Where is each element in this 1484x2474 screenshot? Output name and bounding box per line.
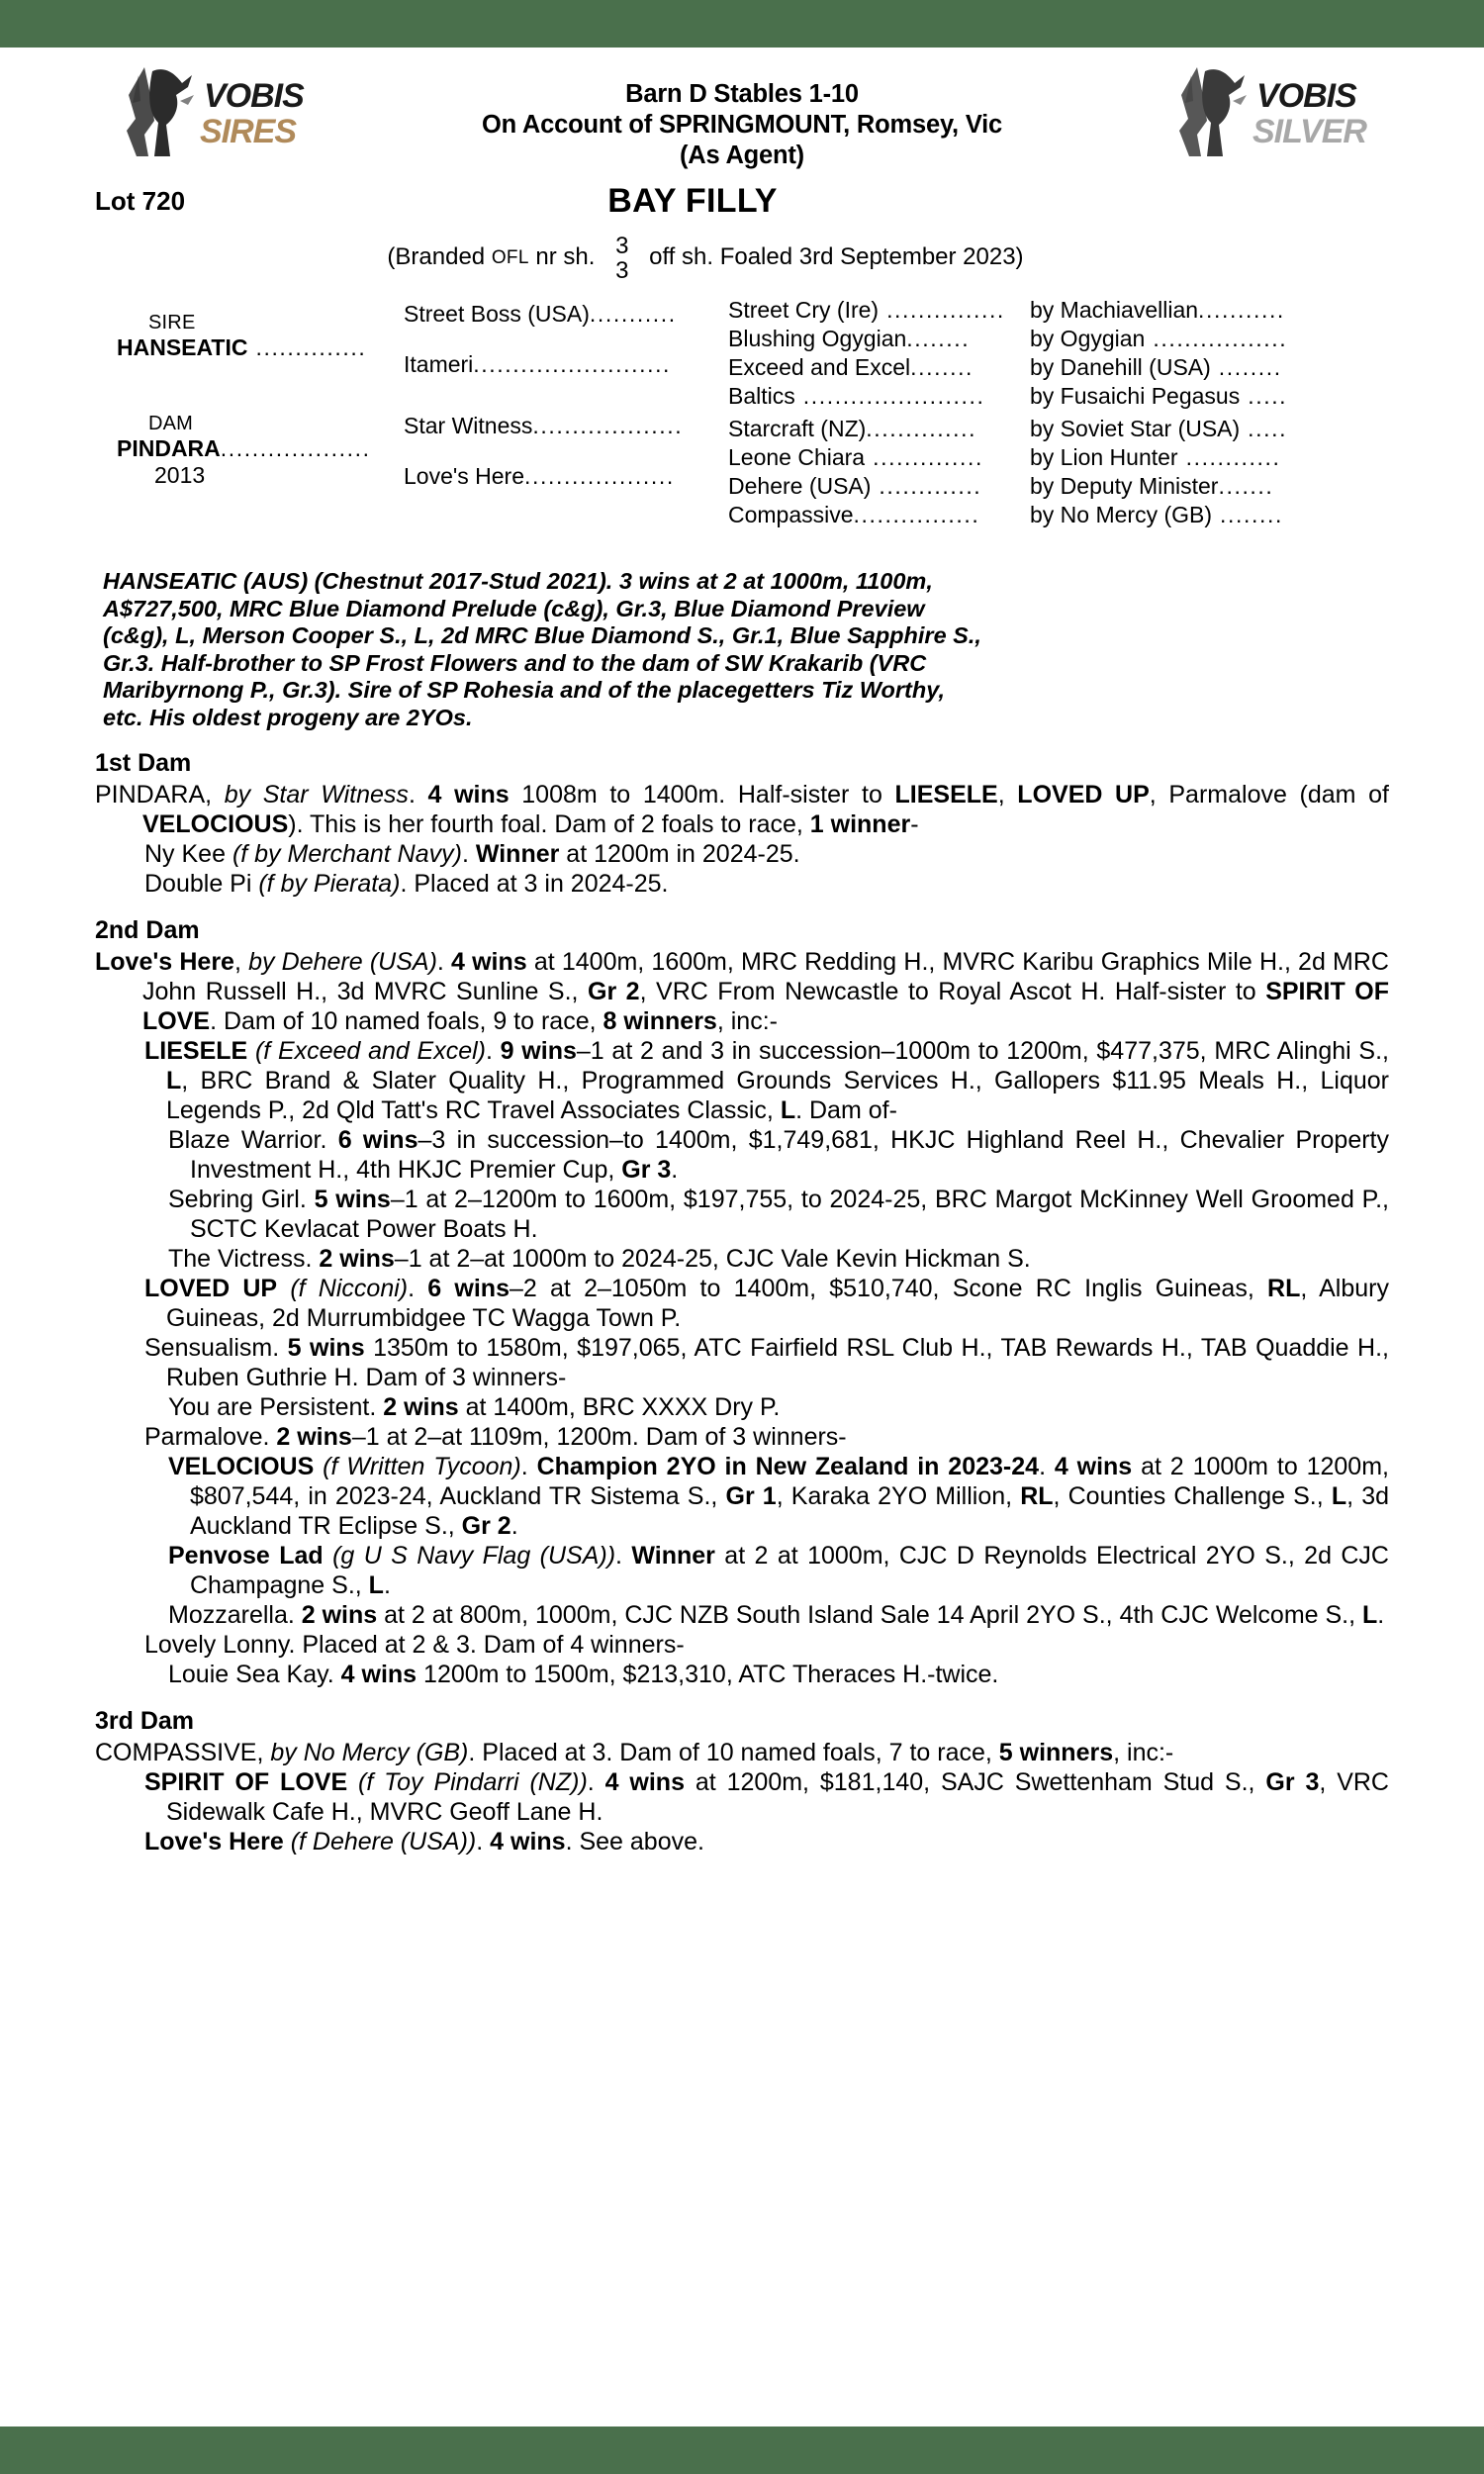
vobis-silver-logo <box>1167 61 1375 162</box>
svg-text:SILVER: SILVER <box>1252 113 1366 150</box>
barn-line: Barn D Stables 1-10 <box>625 80 859 108</box>
gen4-name: by Machiavellian <box>1030 297 1199 323</box>
gen4-dots: ........ <box>1210 354 1282 380</box>
pedigree-table <box>95 297 1389 564</box>
dam-section-heading: 2nd Dam <box>95 916 200 944</box>
gen2-name: Love's Here <box>404 463 525 489</box>
gen2-dots: ......................... <box>473 351 672 377</box>
brand-fraction <box>615 234 628 283</box>
gen4-name: by Danehill (USA) <box>1030 354 1211 380</box>
gen4-name: by Deputy Minister <box>1030 473 1219 499</box>
gen4-dots: ............ <box>1177 444 1281 470</box>
gen3-row <box>728 297 1035 324</box>
gen3-row <box>728 416 1035 442</box>
gen2-row <box>404 351 720 378</box>
pedigree-entry: Lovely Lonny. Placed at 2 & 3. Dam of 4 winners- <box>144 1631 685 1659</box>
gen4-name: by Lion Hunter <box>1030 444 1178 470</box>
pedigree-entry: Louie Sea Kay. 4 wins 1200m to 1500m, $213,310, ATC Theraces H.-twice. <box>168 1661 999 1688</box>
svg-text:VOBIS: VOBIS <box>204 77 304 115</box>
bottom-green-band <box>0 2426 1484 2474</box>
gen4-name: by Ogygian <box>1030 326 1146 351</box>
gen4-row <box>1030 383 1386 410</box>
pedigree-entry: PINDARA, by Star Witness. 4 wins 1008m to 1400m. Half-sister to LIESELE, LOVED UP, Parmalove (dam of VELOCIOUS). This is her fourth foal. Dam of 2 foals to race, 1 winner- <box>95 781 1389 838</box>
gen4-dots: ..... <box>1240 416 1288 441</box>
pedigree-entry: Sebring Girl. 5 wins–1 at 2–1200m to 1600m, $197,755, to 2024-25, BRC Margot McKinney Well Groomed P., SCTC Kevlacat Power Boats H. <box>168 1186 1389 1243</box>
gen4-name: by No Mercy (GB) <box>1030 502 1213 527</box>
dam-section-heading: 1st Dam <box>95 749 192 777</box>
dam-label <box>117 413 414 435</box>
gen3-row <box>728 383 1035 410</box>
pedigree-entry: You are Persistent. 2 wins at 1400m, BRC XXXX Dry P. <box>168 1393 781 1421</box>
brand-mark: OFL <box>491 247 529 268</box>
dam-block <box>117 413 414 489</box>
gen4-row <box>1030 354 1386 381</box>
gen3-dots: ................ <box>853 502 980 527</box>
pedigree-entry: Love's Here (f Dehere (USA)). 4 wins. See above. <box>144 1828 704 1856</box>
gen3-dots: ........ <box>910 354 974 380</box>
gen4-row <box>1030 297 1386 324</box>
gen3-dots: .............. <box>865 444 983 470</box>
dam-name-row <box>117 435 414 462</box>
gen2-row <box>404 413 720 439</box>
brand-prefix: (Branded <box>387 243 486 270</box>
gen2-dots: ........... <box>589 301 677 327</box>
gen3-row <box>728 326 1035 352</box>
gen2-name: Star Witness <box>404 413 533 438</box>
gen2-dots: ................... <box>524 463 675 489</box>
pedigree-entry: LIESELE (f Exceed and Excel). 9 wins–1 at 2 and 3 in succession–1000m to 1200m, $477,375, MRC Alinghi S., L, BRC Brand & Slater Quality H., Programmed Grounds Services H., Gallopers $11.95 Meals H., Liquor Legends P., 2d Qld Tatt's RC Travel Associates Classic, L. Dam of- <box>144 1037 1390 1124</box>
sire-description-line: A$727,500, MRC Blue Diamond Prelude (c&g), Gr.3, Blue Diamond Preview <box>103 595 925 621</box>
agent-line: (As Agent) <box>680 142 804 169</box>
gen4-dots: ........ <box>1212 502 1283 527</box>
gen2-row <box>404 301 720 328</box>
sire-description <box>103 568 1389 731</box>
gen3-row <box>728 354 1035 381</box>
gen4-row <box>1030 444 1386 471</box>
gen4-row <box>1030 326 1386 352</box>
gen4-row <box>1030 473 1386 500</box>
gen3-row <box>728 444 1035 471</box>
sire-description-line: (c&g), L, Merson Cooper S., L, 2d MRC Blue Diamond S., Gr.1, Blue Sapphire S., <box>103 622 981 648</box>
pedigree-entry: SPIRIT OF LOVE (f Toy Pindarri (NZ)). 4 wins at 1200m, $181,140, SAJC Swettenham Stud S., Gr 3, VRC Sidewalk Cafe H., MVRC Geoff Lane H. <box>144 1768 1389 1826</box>
dam-label-text: DAM <box>148 413 194 434</box>
sire-description-line: etc. His oldest progeny are 2YOs. <box>103 704 473 730</box>
sire-dots: .............. <box>247 334 367 360</box>
gen3-dots: ....................... <box>794 383 985 409</box>
gen3-dots: ............... <box>879 297 1005 323</box>
gen3-name: Starcraft (NZ) <box>728 416 867 441</box>
gen3-name: Exceed and Excel <box>728 354 911 380</box>
dam-sections <box>95 749 1389 1856</box>
gen3-name: Leone Chiara <box>728 444 866 470</box>
gen3-name: Street Cry (Ire) <box>728 297 880 323</box>
gen3-name: Dehere (USA) <box>728 473 872 499</box>
gen2-dots: ................... <box>532 413 684 438</box>
sire-label <box>117 312 414 334</box>
brand-nr-shoulder: nr sh. <box>535 243 596 270</box>
gen3-dots: ............. <box>871 473 982 499</box>
pedigree-entry: The Victress. 2 wins–1 at 2–at 1000m to 2024-25, CJC Vale Kevin Hickman S. <box>168 1245 1031 1273</box>
pedigree-entry: Ny Kee (f by Merchant Navy). Winner at 1200m in 2024-25. <box>144 840 800 868</box>
vobis-sires-logo <box>115 61 323 162</box>
gen4-dots: ....... <box>1218 473 1274 499</box>
brand-fraction-top: 3 <box>615 233 629 259</box>
sire-description-line: HANSEATIC (AUS) (Chestnut 2017-Stud 2021). 3 wins at 2 at 1000m, 1100m, <box>103 568 933 594</box>
pedigree-entry: Blaze Warrior. 6 wins–3 in succession–to 1400m, $1,749,681, HKJC Highland Reel H., Chevalier Property Investment H., 4th HKJC Premier Cup, Gr 3. <box>168 1126 1389 1184</box>
gen4-row <box>1030 502 1386 528</box>
sire-description-line: Maribyrnong P., Gr.3). Sire of SP Rohesia and of the placegetters Tiz Worthy, <box>103 677 945 703</box>
sire-label-text: SIRE <box>148 312 196 333</box>
gen4-row <box>1030 416 1386 442</box>
vendor-block <box>327 79 1157 171</box>
gen3-row <box>728 473 1035 500</box>
pedigree-entry: COMPASSIVE, by No Mercy (GB). Placed at 3. Dam of 10 named foals, 7 to race, 5 winners, inc:- <box>95 1739 1174 1766</box>
sire-name: HANSEATIC <box>117 334 248 360</box>
page-header <box>95 48 1389 176</box>
gen3-dots: .............. <box>866 416 977 441</box>
gen3-name: Blushing Ogygian <box>728 326 907 351</box>
gen2-name: Itameri <box>404 351 474 377</box>
pedigree-entry: VELOCIOUS (f Written Tycoon). Champion 2YO in New Zealand in 2023-24. 4 wins at 2 1000m to 1200m, $807,544, in 2023-24, Auckland TR Sistema S., Gr 1, Karaka 2YO Million, RL, Counties Challenge S., L, 3d Auckland TR Eclipse S., Gr 2. <box>168 1453 1390 1540</box>
gen3-dots: ........ <box>906 326 971 351</box>
sire-description-line: Gr.3. Half-brother to SP Frost Flowers and to the dam of SW Krakarib (VRC <box>103 649 927 676</box>
lot-title: BAY FILLY <box>607 182 778 220</box>
dam-year: 2013 <box>154 462 206 488</box>
page-content <box>0 48 1484 2426</box>
dam-section-heading: 3rd Dam <box>95 1707 195 1735</box>
gen2-name: Street Boss (USA) <box>404 301 590 327</box>
pedigree-entry: Double Pi (f by Pierata). Placed at 3 in 2024-25. <box>144 870 669 898</box>
gen2-row <box>404 463 720 490</box>
svg-text:VOBIS: VOBIS <box>1256 77 1356 115</box>
branding-line <box>95 234 1389 283</box>
top-green-band <box>0 0 1484 48</box>
pedigree-entry: Mozzarella. 2 wins at 2 at 800m, 1000m, CJC NZB South Island Sale 14 April 2YO S., 4th CJC Welcome S., L. <box>168 1601 1385 1629</box>
pedigree-entry: Sensualism. 5 wins 1350m to 1580m, $197,065, ATC Fairfield RSL Club H., TAB Rewards H., TAB Quaddie H., Ruben Guthrie H. Dam of 3 winners- <box>144 1334 1390 1391</box>
gen3-row <box>728 502 1035 528</box>
gen4-name: by Fusaichi Pegasus <box>1030 383 1241 409</box>
gen3-name: Compassive <box>728 502 854 527</box>
dam-dots: ................... <box>220 435 371 461</box>
gen3-name: Baltics <box>728 383 795 409</box>
gen4-dots: ........... <box>1198 297 1285 323</box>
pedigree-entry: Parmalove. 2 wins–1 at 2–at 1109m, 1200m. Dam of 3 winners- <box>144 1423 847 1451</box>
gen4-name: by Soviet Star (USA) <box>1030 416 1241 441</box>
gen4-dots: ..... <box>1240 383 1288 409</box>
pedigree-entry: LOVED UP (f Nicconi). 6 wins–2 at 2–1050m to 1400m, $510,740, Scone RC Inglis Guineas, RL, Albury Guineas, 2d Murrumbidgee TC Wagga Town P. <box>144 1275 1389 1332</box>
sire-name-row <box>117 334 414 361</box>
lot-number: Lot 720 <box>95 186 186 216</box>
dam-name: PINDARA <box>117 435 221 461</box>
account-line: On Account of SPRINGMOUNT, Romsey, Vic <box>481 111 1003 139</box>
pedigree-entry: Love's Here, by Dehere (USA). 4 wins at 1400m, 1600m, MRC Redding H., MVRC Karibu Graphics Mile H., 2d MRC John Russell H., 3d MVRC Sunline S., Gr 2, VRC From Newcastle to Royal Ascot H. Half-sister to SPIRIT OF LOVE. Dam of 10 named foals, 9 to race, 8 winners, inc:- <box>95 948 1389 1035</box>
gen4-dots: ................. <box>1145 326 1288 351</box>
sire-block <box>117 312 414 361</box>
brand-fraction-bottom: 3 <box>615 257 629 284</box>
svg-text:SIRES: SIRES <box>200 113 297 150</box>
brand-suffix: off sh. Foaled 3rd September 2023) <box>649 243 1024 270</box>
lot-title-row <box>95 182 1389 228</box>
pedigree-entry: Penvose Lad (g U S Navy Flag (USA)). Winner at 2 at 1000m, CJC D Reynolds Electrical 2YO S., 2d CJC Champagne S., L. <box>168 1542 1389 1599</box>
